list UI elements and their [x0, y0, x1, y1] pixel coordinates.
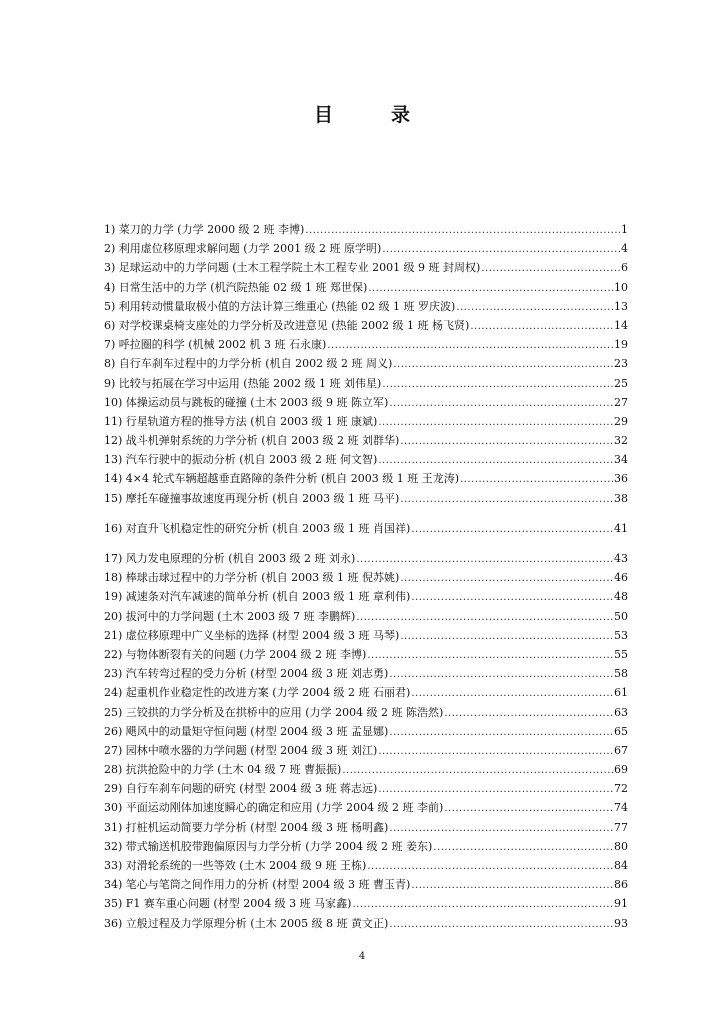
toc-entry-title: 36) 立般过程及力学原理分析 (土木 2005 级 8 班 黄文正): [104, 916, 389, 930]
toc-entry-title: 7) 呼拉圈的科学 (机械 2002 机 3 班 石永康): [104, 338, 327, 352]
dot-leader: [378, 780, 613, 799]
toc-entry-page: 13: [614, 299, 628, 313]
toc-entry-title: 14) 4×4 轮式车辆超越垂直路障的条件分析 (机自 2003 级 1 班 王龙涛): [104, 472, 460, 486]
toc-entry-page: 48: [614, 590, 628, 604]
dot-leader: [481, 259, 620, 278]
table-of-contents: [104, 220, 628, 933]
toc-entry-title: 30) 平面运动刚体加速度瞬心的确定和应用 (力学 2004 级 2 班 李前): [104, 801, 444, 815]
toc-entry-page: 23: [614, 357, 628, 371]
toc-entry-page: 91: [614, 897, 628, 911]
toc-entry-title: 16) 对直升飞机稳定性的研究分析 (机自 2003 级 1 班 肖国祥): [104, 521, 411, 535]
toc-entry[interactable]: [104, 316, 628, 335]
toc-entry[interactable]: [104, 412, 628, 431]
toc-entry[interactable]: [104, 626, 628, 645]
toc-entry[interactable]: [104, 568, 628, 587]
dot-leader: [400, 432, 613, 451]
toc-entry-title: 34) 笔心与笔筒之间作用力的分析 (材型 2004 级 3 班 曹玉青): [104, 878, 411, 892]
toc-entry-title: 28) 抗洪抢险中的力学 (土木 04 级 7 班 曹振振): [104, 763, 342, 777]
toc-entry[interactable]: [104, 779, 628, 798]
toc-entry-title: 5) 利用转动惯量取极小值的方法计算三维重心 (热能 02 级 1 班 罗庆波): [104, 299, 456, 313]
toc-entry[interactable]: [104, 220, 628, 239]
dot-leader: [460, 470, 613, 489]
toc-entry-page: 29: [614, 414, 628, 428]
toc-entry[interactable]: [104, 798, 628, 817]
dot-leader: [400, 490, 613, 509]
toc-entry[interactable]: [104, 587, 628, 606]
toc-title-char-1: 目: [313, 104, 333, 126]
toc-entry-page: 84: [614, 859, 628, 872]
toc-entry-title: 6) 对学校课桌椅支座处的力学分析及改进意见 (热能 2002 级 1 班 杨飞贤): [104, 318, 470, 332]
toc-entry[interactable]: [104, 393, 628, 412]
toc-entry[interactable]: [104, 469, 628, 488]
dot-leader: [327, 336, 613, 355]
toc-entry[interactable]: [104, 258, 628, 277]
toc-entry-page: 55: [614, 647, 628, 661]
toc-entry-title: 4) 日常生活中的力学 (机汽院热能 02 级 1 班 郑世保): [104, 280, 368, 294]
toc-entry-page: 65: [614, 724, 628, 738]
toc-entry[interactable]: [104, 760, 628, 779]
dot-leader: [378, 413, 613, 432]
toc-entry-title: 33) 对滑轮系统的一些等效 (土木 2004 级 9 班 王栋): [104, 859, 367, 872]
toc-entry-title: 13) 汽车行驶中的振动分析 (机自 2003 级 2 班 何文智): [104, 453, 378, 467]
toc-entry[interactable]: [104, 354, 628, 373]
toc-entry[interactable]: [104, 607, 628, 626]
toc-entry-title: 3) 足球运动中的力学问题 (土木工程学院土木工程专业 2001 级 9 班 封周权): [104, 261, 481, 275]
toc-entry-page: 63: [614, 705, 628, 719]
dot-leader: [378, 742, 613, 761]
toc-entry-title: 8) 自行车刹车过程中的力学分析 (机自 2002 级 2 班 周义): [104, 357, 393, 371]
toc-entry[interactable]: [104, 664, 628, 683]
toc-entry[interactable]: [104, 645, 628, 664]
toc-entry-title: 35) F1 赛车重心问题 (材型 2004 级 3 班 马家鑫): [104, 897, 352, 911]
toc-entry-title: 22) 与物体断裂有关的问题 (力学 2004 级 2 班 李博): [104, 647, 367, 661]
toc-entry[interactable]: [104, 374, 628, 393]
dot-leader: [389, 723, 613, 742]
toc-entry-page: 61: [614, 686, 628, 700]
dot-leader: [356, 550, 613, 569]
toc-entry-title: 12) 战斗机弹射系统的力学分析 (机自 2003 级 2 班 刘群华): [104, 434, 400, 448]
dot-leader: [411, 520, 613, 539]
toc-entry[interactable]: [104, 519, 628, 538]
toc-entry[interactable]: [104, 683, 628, 702]
toc-entry-page: 36: [614, 472, 628, 486]
dot-leader: [400, 627, 613, 646]
toc-entry-title: 32) 带式输送机胶带跑偏原因与力学分析 (力学 2004 级 2 班 姜东): [104, 839, 433, 853]
toc-entry-page: 27: [614, 395, 628, 409]
toc-entry-title: 24) 起重机作业稳定性的改进方案 (力学 2004 级 2 班 石丽君): [104, 686, 411, 700]
dot-leader: [382, 375, 613, 394]
toc-entry[interactable]: [104, 489, 628, 508]
toc-entry-page: 38: [614, 491, 628, 505]
toc-entry-title: 15) 摩托车碰撞事故速度再现分析 (机自 2003 级 1 班 马平): [104, 491, 400, 505]
toc-entry[interactable]: [104, 914, 628, 933]
toc-entry-page: 1: [621, 223, 628, 236]
dot-leader: [411, 876, 613, 895]
toc-entry-title: 31) 打桩机运动简要力学分析 (材型 2004 级 3 班 杨明鑫): [104, 820, 389, 834]
toc-entry[interactable]: [104, 856, 628, 875]
toc-entry-page: 93: [614, 916, 628, 930]
toc-entry-title: 23) 汽车转弯过程的受力分析 (材型 2004 级 3 班 刘志勇): [104, 667, 389, 681]
dot-leader: [411, 588, 613, 607]
toc-entry[interactable]: [104, 239, 628, 258]
toc-entry[interactable]: [104, 335, 628, 354]
toc-entry-page: 6: [621, 261, 628, 275]
toc-entry[interactable]: [104, 549, 628, 568]
toc-entry-page: 4: [621, 242, 628, 256]
toc-entry[interactable]: [104, 837, 628, 856]
toc-entry-page: 69: [614, 763, 628, 777]
toc-entry-page: 53: [614, 628, 628, 642]
toc-entry[interactable]: [104, 450, 628, 469]
toc-entry-page: 80: [614, 839, 628, 853]
dot-leader: [356, 608, 613, 627]
toc-entry-page: 67: [614, 743, 628, 757]
dot-leader: [411, 684, 613, 703]
toc-entry-title: 11) 行星轨道方程的推导方法 (机自 2003 级 1 班 康斌): [104, 414, 378, 428]
toc-entry[interactable]: [104, 431, 628, 450]
toc-entry-page: 14: [614, 318, 628, 332]
toc-entry-page: 72: [614, 782, 628, 796]
toc-entry-page: 74: [614, 801, 628, 815]
toc-title: [0, 100, 724, 127]
dot-leader: [400, 569, 613, 588]
dot-leader: [342, 761, 613, 780]
toc-entry-title: 29) 自行车刹车问题的研究 (材型 2004 级 3 班 蒋志远): [104, 782, 378, 796]
dot-leader: [456, 298, 613, 317]
toc-entry[interactable]: [104, 722, 628, 741]
dot-leader: [368, 279, 613, 298]
toc-entry-page: 32: [614, 434, 628, 448]
toc-entry-title: 1) 菜刀的力学 (力学 2000 级 2 班 李博): [104, 223, 305, 236]
toc-entry-page: 86: [614, 878, 628, 892]
toc-entry-title: 17) 风力发电原理的分析 (机自 2003 级 2 班 刘永): [104, 552, 356, 565]
toc-entry-title: 19) 减速条对汽车减速的简单分析 (机自 2003 级 1 班 章利伟): [104, 590, 411, 604]
dot-leader: [444, 704, 613, 723]
toc-entry-page: 10: [614, 280, 628, 294]
toc-entry-page: 46: [614, 571, 628, 585]
toc-entry-title: 26) 飓风中的动量矩守恒问题 (材型 2004 级 3 班 孟显娜): [104, 724, 389, 738]
toc-entry-page: 58: [614, 667, 628, 681]
dot-leader: [382, 240, 620, 259]
dot-leader: [393, 355, 613, 374]
toc-entry-page: 34: [614, 453, 628, 467]
toc-entry-page: 25: [614, 376, 628, 390]
dot-leader: [389, 665, 613, 684]
dot-leader: [367, 857, 613, 876]
toc-entry[interactable]: [104, 278, 628, 297]
page-number: 4: [358, 951, 366, 962]
toc-entry[interactable]: [104, 297, 628, 316]
toc-entry-page: 43: [614, 552, 628, 565]
dot-leader: [444, 799, 613, 818]
dot-leader: [378, 451, 613, 470]
toc-entry-title: 25) 三铰拱的力学分析及在拱桥中的应用 (力学 2004 级 2 班 陈浩然): [104, 705, 444, 719]
toc-title-char-2: 录: [391, 104, 411, 126]
dot-leader: [470, 317, 613, 336]
toc-entry-title: 27) 园林中喷水器的力学问题 (材型 2004 级 3 班 刘江): [104, 743, 378, 757]
toc-entry-page: 50: [614, 609, 628, 623]
toc-entry-title: 10) 体操运动员与跳板的碰撞 (土木 2003 级 9 班 陈立军): [104, 395, 389, 409]
toc-entry-title: 2) 利用虚位移原理求解问题 (力学 2001 级 2 班 原学明): [104, 242, 382, 256]
toc-entry[interactable]: [104, 894, 628, 913]
dot-leader: [433, 838, 613, 857]
toc-entry[interactable]: [104, 741, 628, 760]
toc-entry[interactable]: [104, 875, 628, 894]
toc-entry-page: 19: [614, 338, 628, 352]
dot-leader: [352, 895, 613, 914]
dot-leader: [389, 819, 613, 838]
dot-leader: [389, 394, 613, 413]
dot-leader: [389, 915, 613, 934]
dot-leader: [305, 221, 620, 240]
toc-entry-title: 21) 虚位移原理中广义坐标的选择 (材型 2004 级 3 班 马琴): [104, 628, 400, 642]
toc-entry-page: 41: [614, 521, 628, 535]
toc-entry-page: 77: [614, 820, 628, 834]
toc-entry[interactable]: [104, 818, 628, 837]
toc-entry-title: 20) 拔河中的力学问题 (土木 2003 级 7 班 李鹏辉): [104, 609, 356, 623]
dot-leader: [367, 646, 613, 665]
toc-entry[interactable]: [104, 703, 628, 722]
toc-entry-title: 9) 比较与拓展在学习中运用 (热能 2002 级 1 班 刘伟星): [104, 376, 382, 390]
toc-entry-title: 18) 棒球击球过程中的力学分析 (机自 2003 级 1 班 倪苏姚): [104, 571, 400, 585]
